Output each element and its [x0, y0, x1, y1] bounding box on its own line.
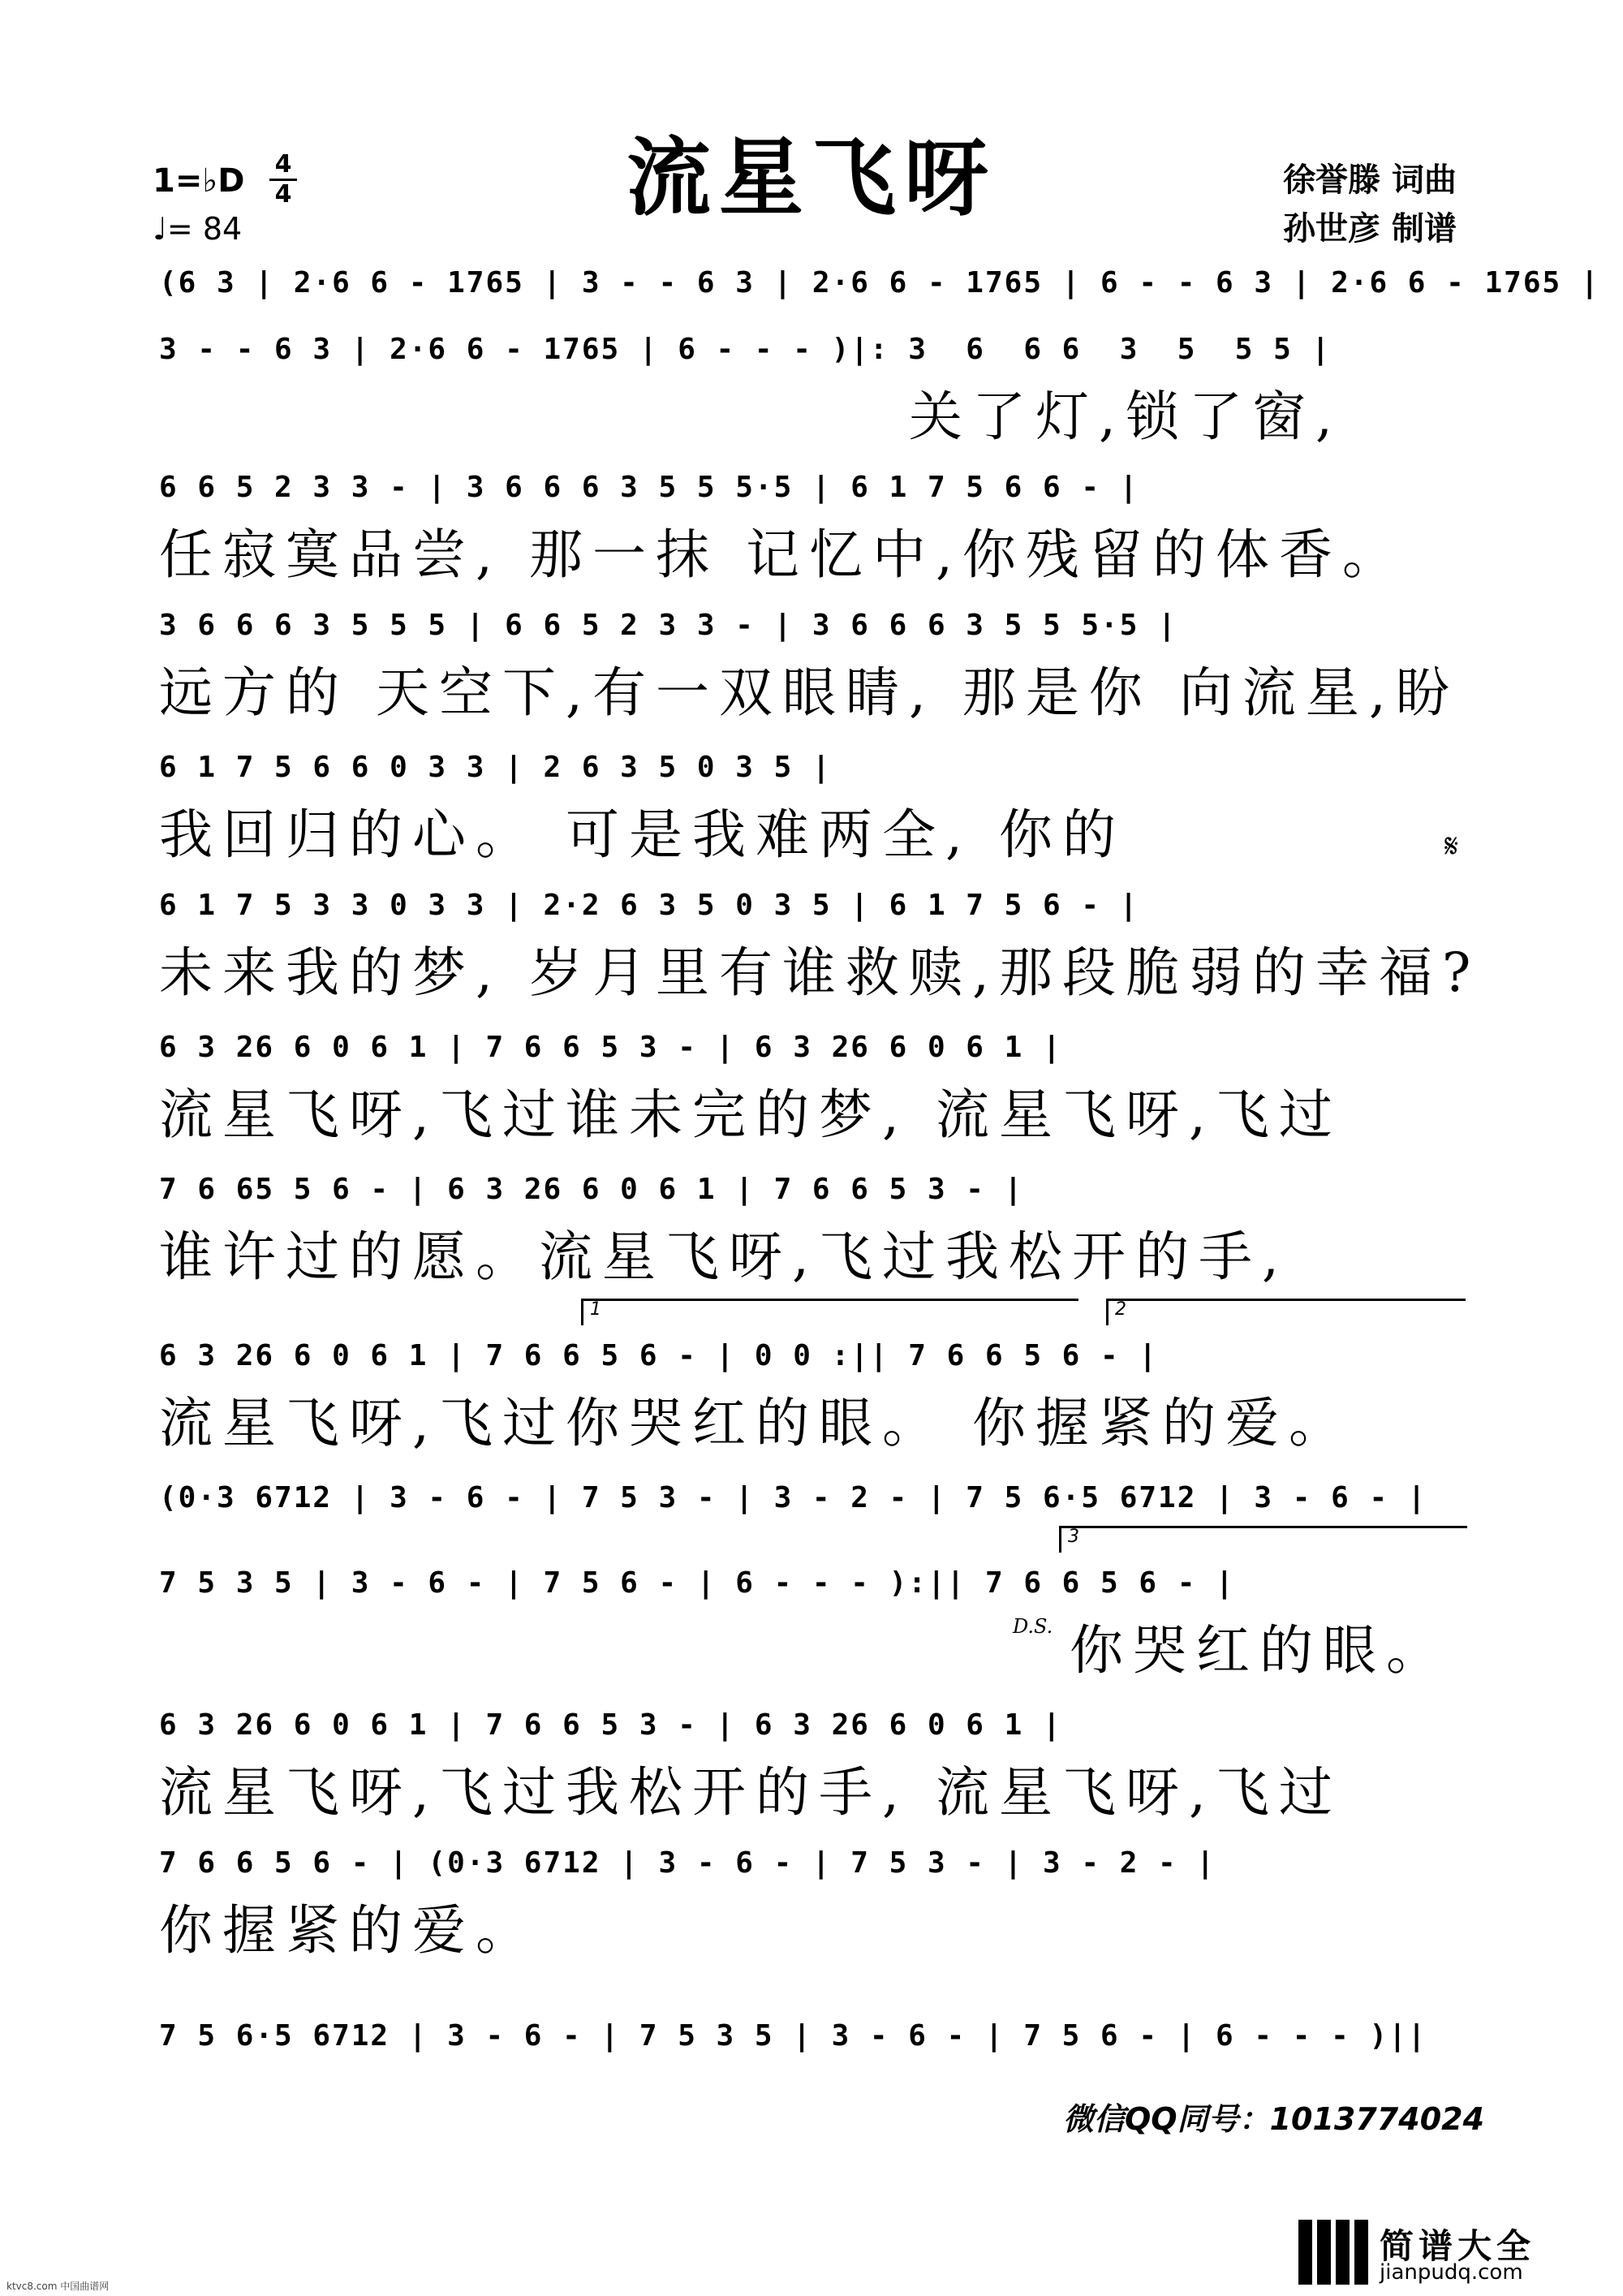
lyrics-line: 流星飞呀,飞过谁未完的梦, 流星飞呀,飞过	[159, 1083, 1342, 1146]
tempo-marking: ♩= 84	[153, 211, 243, 247]
volta-1-label: 1	[590, 1299, 601, 1320]
notation-row	[159, 2011, 1469, 2076]
lyrics-line: 流星飞呀,飞过你哭红的眼。 你握紧的爱。	[159, 1392, 1352, 1454]
volta-bracket-3	[1059, 1526, 1467, 1553]
corner-watermark: ktvc8.com 中国曲谱网	[6, 2281, 110, 2292]
key-signature: 1=♭D	[153, 162, 245, 200]
row-notes: 6 1 7 5 6 6 0 3 3 | 2 6 3 5 0 3 5 |	[159, 751, 832, 784]
row-notes: 3 6 6 6 3 5 5 5 | 6 6 5 2 3 3 - | 3 6 6 6 3 5 5 5·5 |	[159, 609, 1177, 642]
volta-2-label: 2	[1115, 1299, 1126, 1320]
lyrics-line: 谁许过的愿。流星飞呀,飞过我松开的手,	[159, 1226, 1289, 1288]
lyrics-line: 流星飞呀,飞过我松开的手, 流星飞呀,飞过	[159, 1761, 1342, 1824]
row-notes: 6 3 26 6 0 6 1 | 7 6 6 5 3 - | 6 3 26 6 0 6 1 |	[159, 1031, 1062, 1064]
time-signature	[269, 150, 297, 209]
time-signature-bottom: 4	[274, 180, 292, 209]
lyrics-line: 未来我的梦, 岁月里有谁救赎,那段脆弱的幸福?	[159, 941, 1481, 1004]
volta-bracket-1	[581, 1299, 1078, 1325]
lyrics-line: 关了灯,锁了窗,	[909, 386, 1342, 448]
row-notes: 6 6 5 2 3 3 - | 3 6 6 6 3 5 5 5·5 | 6 1 7 5 6 6 - |	[159, 471, 1139, 504]
score-title: 流星飞呀	[626, 127, 997, 227]
lyrics-line: 远方的 天空下,有一双眼睛, 那是你 向流星,盼	[159, 661, 1459, 724]
notation-row	[159, 258, 1600, 323]
logo-site: jianpudq.com	[1380, 2260, 1523, 2285]
row-notes: 7 5 3 5 | 3 - 6 - | 7 5 6 - | 6 - - - ):|| 7 6 6 5 6 - |	[159, 1566, 1235, 1600]
row-notes: 7 6 6 5 6 - | (0·3 6712 | 3 - 6 - | 7 5 3 - | 3 - 2 - |	[159, 1846, 1216, 1880]
piano-logo-icon	[1298, 2220, 1368, 2285]
wechat-qq-contact: 微信QQ同号：1013774024	[1063, 2101, 1485, 2137]
credit-lyrics-music: 徐誉滕 词曲	[1283, 161, 1457, 199]
row-notes: 3 - - 6 3 | 2·6 6 - 1765 | 6 - - - )|: 3 6 6 6 3 5 5 5 |	[159, 333, 1332, 366]
lyrics-line: 我回归的心。 可是我难两全, 你的	[159, 803, 1126, 866]
lyrics-line: 你握紧的爱。	[159, 1899, 539, 1962]
volta-3-label: 3	[1068, 1527, 1079, 1547]
row-notes: 6 3 26 6 0 6 1 | 7 6 6 5 3 - | 6 3 26 6 0 6 1 |	[159, 1708, 1062, 1742]
segno-sign: 𝄋	[1444, 828, 1459, 865]
credit-arranger: 孙世彦 制谱	[1283, 209, 1457, 248]
row-notes: 6 3 26 6 0 6 1 | 7 6 6 5 6 - | 0 0 :|| 7 6 6 5 6 - |	[159, 1339, 1159, 1372]
row-notes: (0·3 6712 | 3 - 6 - | 7 5 3 - | 3 - 2 - | 7 5 6·5 6712 | 3 - 6 - |	[159, 1481, 1427, 1514]
row-notes: (6 3 | 2·6 6 - 1765 | 3 - - 6 3 | 2·6 6 - 1765 | 6 - - 6 3 | 2·6 6 - 1765 |	[159, 266, 1600, 299]
logo-name: 简谱大全	[1380, 2226, 1536, 2266]
ds-marking: D.S.	[1013, 1615, 1053, 1638]
site-logo	[1298, 2220, 1615, 2285]
volta-bracket-2	[1106, 1299, 1466, 1325]
row-notes: 7 6 65 5 6 - | 6 3 26 6 0 6 1 | 7 6 6 5 3 - |	[159, 1173, 1024, 1206]
lyrics-line: 你哭红的眼。	[1070, 1619, 1449, 1682]
time-signature-top: 4	[274, 150, 292, 179]
lyrics-line: 任寂寞品尝, 那一抹 记忆中,你残留的体香。	[159, 523, 1406, 586]
row-notes: 6 1 7 5 3 3 0 3 3 | 2·2 6 3 5 0 3 5 | 6 1 7 5 6 - |	[159, 889, 1139, 922]
row-notes: 7 5 6·5 6712 | 3 - 6 - | 7 5 3 5 | 3 - 6 - | 7 5 6 - | 6 - - - )||	[159, 2019, 1427, 2053]
